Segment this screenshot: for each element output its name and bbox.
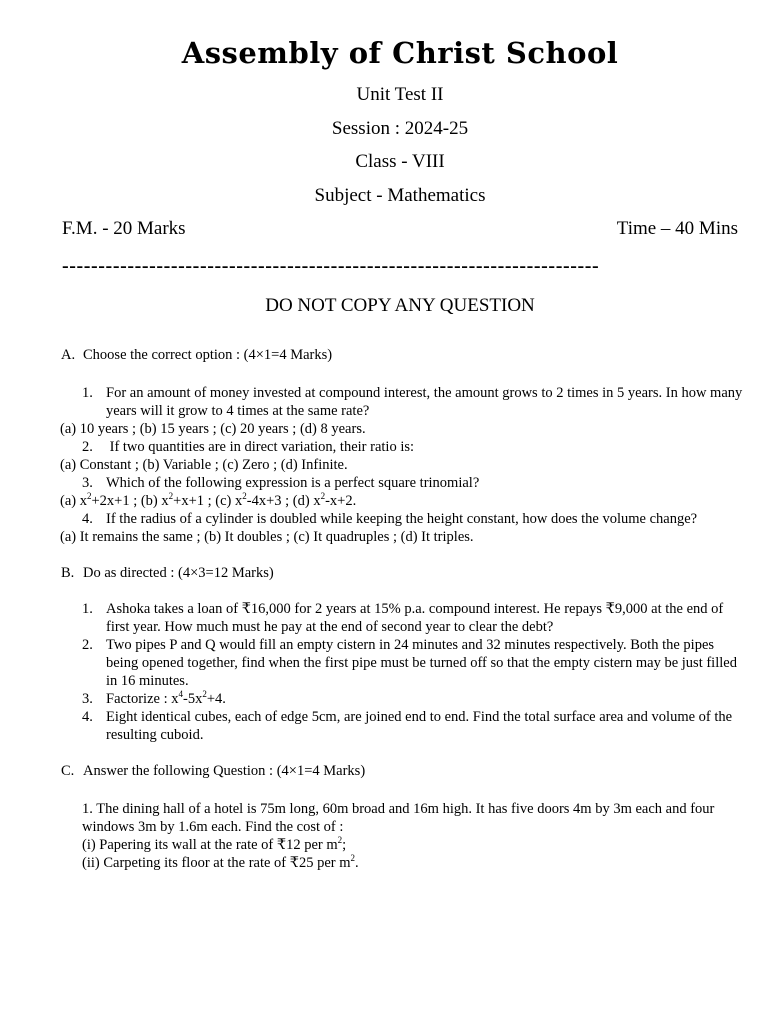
question-number: 4. bbox=[82, 511, 93, 527]
question-a2 bbox=[82, 438, 744, 456]
session: Session : 2024-25 bbox=[331, 118, 469, 139]
option-text: -4x+3 ; (d) x bbox=[246, 493, 321, 509]
question-number: 1. bbox=[82, 601, 93, 617]
option-text: +x+1 ; (c) x bbox=[173, 493, 243, 509]
school-name: Assembly of Christ School bbox=[181, 36, 619, 70]
question-c1-part-2 bbox=[82, 854, 744, 872]
full-marks: F.M. - 20 Marks bbox=[62, 218, 186, 239]
question-text: Two pipes P and Q would fill an empty cistern in 24 minutes and 32 minutes respectively. Both the pipes being opened together, find when the first pipe must be turned off so that the empty cistern may be just filled in 16 minutes. bbox=[106, 637, 737, 689]
question-text: Eight identical cubes, each of edge 5cm, are joined end to end. Find the total surface area and volume of the resulting cuboid. bbox=[106, 709, 733, 743]
question-text bbox=[82, 690, 744, 708]
question-c1-part-1 bbox=[82, 836, 744, 854]
section-title: Choose the correct option : (4×1=4 Marks) bbox=[83, 347, 333, 363]
separator-line: -------------------------------------------------------------------------- bbox=[62, 255, 600, 277]
question-text: If the radius of a cylinder is doubled while keeping the height constant, how does the volume change? bbox=[106, 511, 698, 527]
section-b-heading bbox=[61, 565, 274, 582]
question-number: 4. bbox=[82, 709, 93, 725]
section-a-questions bbox=[60, 384, 744, 546]
question-a1 bbox=[82, 384, 744, 420]
section-a-heading bbox=[61, 347, 332, 364]
section-c-heading bbox=[61, 763, 365, 780]
subject: Subject - Mathematics bbox=[314, 185, 486, 206]
option-text: (a) x bbox=[60, 493, 87, 509]
superscript: 2 bbox=[242, 491, 247, 501]
section-title: Do as directed : (4×3=12 Marks) bbox=[83, 565, 274, 581]
superscript: 2 bbox=[202, 689, 207, 699]
section-c-questions bbox=[82, 800, 744, 872]
superscript: 4 bbox=[178, 689, 183, 699]
part-text: . bbox=[355, 855, 359, 871]
question-a4-options: (a) It remains the same ; (b) It doubles ; (c) It quadruples ; (d) It triples. bbox=[60, 529, 474, 545]
question-a2-options: (a) Constant ; (b) Variable ; (c) Zero ; (d) Infinite. bbox=[60, 457, 348, 473]
question-b1 bbox=[82, 600, 744, 636]
expression-text: -5x bbox=[182, 691, 203, 707]
question-a1-options: (a) 10 years ; (b) 15 years ; (c) 20 years ; (d) 8 years. bbox=[60, 421, 366, 437]
question-a3 bbox=[82, 474, 744, 492]
question-c1: 1. The dining hall of a hotel is 75m long, 60m broad and 16m high. It has five doors 4m by 3m each and four windows 3m by 1.6m each. Find the cost of : bbox=[82, 801, 715, 835]
expression-text: +4. bbox=[206, 691, 226, 707]
time-limit: Time – 40 Mins bbox=[616, 218, 738, 239]
part-text: (i) Papering its wall at the rate of ₹12 per m bbox=[82, 837, 338, 853]
question-number: 1. bbox=[82, 385, 93, 401]
part-text: (ii) Carpeting its floor at the rate of ₹25 per m bbox=[82, 855, 351, 871]
section-title: Answer the following Question : (4×1=4 Marks) bbox=[83, 763, 366, 779]
superscript: 2 bbox=[320, 491, 326, 501]
question-number: 3. bbox=[82, 691, 93, 707]
option-text: +2x+1 ; (b) x bbox=[91, 493, 169, 509]
section-letter: C. bbox=[61, 763, 75, 779]
question-text: Which of the following expression is a perfect square trinomial? bbox=[106, 475, 480, 491]
part-text: ; bbox=[342, 837, 347, 853]
question-text: Ashoka takes a loan of ₹16,000 for 2 years at 15% p.a. compound interest. He repays ₹9,000 at the end of first year. How much must he pay at the end of second year to clear the debt? bbox=[106, 601, 724, 635]
question-b2 bbox=[82, 636, 744, 690]
superscript: 2 bbox=[337, 835, 343, 845]
question-number: 2. bbox=[82, 439, 93, 455]
section-b-questions bbox=[82, 600, 744, 744]
expression-text: Factorize : x bbox=[106, 691, 179, 707]
superscript: 2 bbox=[168, 491, 174, 501]
question-number: 3. bbox=[82, 475, 93, 491]
section-letter: B. bbox=[61, 565, 75, 581]
question-a4 bbox=[82, 510, 744, 528]
class: Class - VIII bbox=[355, 151, 445, 172]
question-a3-options bbox=[60, 492, 744, 510]
warning-text: DO NOT COPY ANY QUESTION bbox=[265, 295, 535, 316]
question-number: 2. bbox=[82, 637, 93, 653]
question-b4 bbox=[82, 708, 744, 744]
option-text: -x+2. bbox=[325, 493, 357, 509]
question-text: For an amount of money invested at compound interest, the amount grows to 2 times in 5 years. In how many years will it grow to 4 times at the same rate? bbox=[106, 385, 743, 419]
test-name: Unit Test II bbox=[356, 84, 444, 105]
superscript: 2 bbox=[86, 491, 92, 501]
question-text: If two quantities are in direct variation, their ratio is: bbox=[106, 439, 415, 455]
superscript: 2 bbox=[350, 853, 356, 863]
section-letter: A. bbox=[61, 347, 76, 363]
question-b3 bbox=[82, 690, 744, 708]
